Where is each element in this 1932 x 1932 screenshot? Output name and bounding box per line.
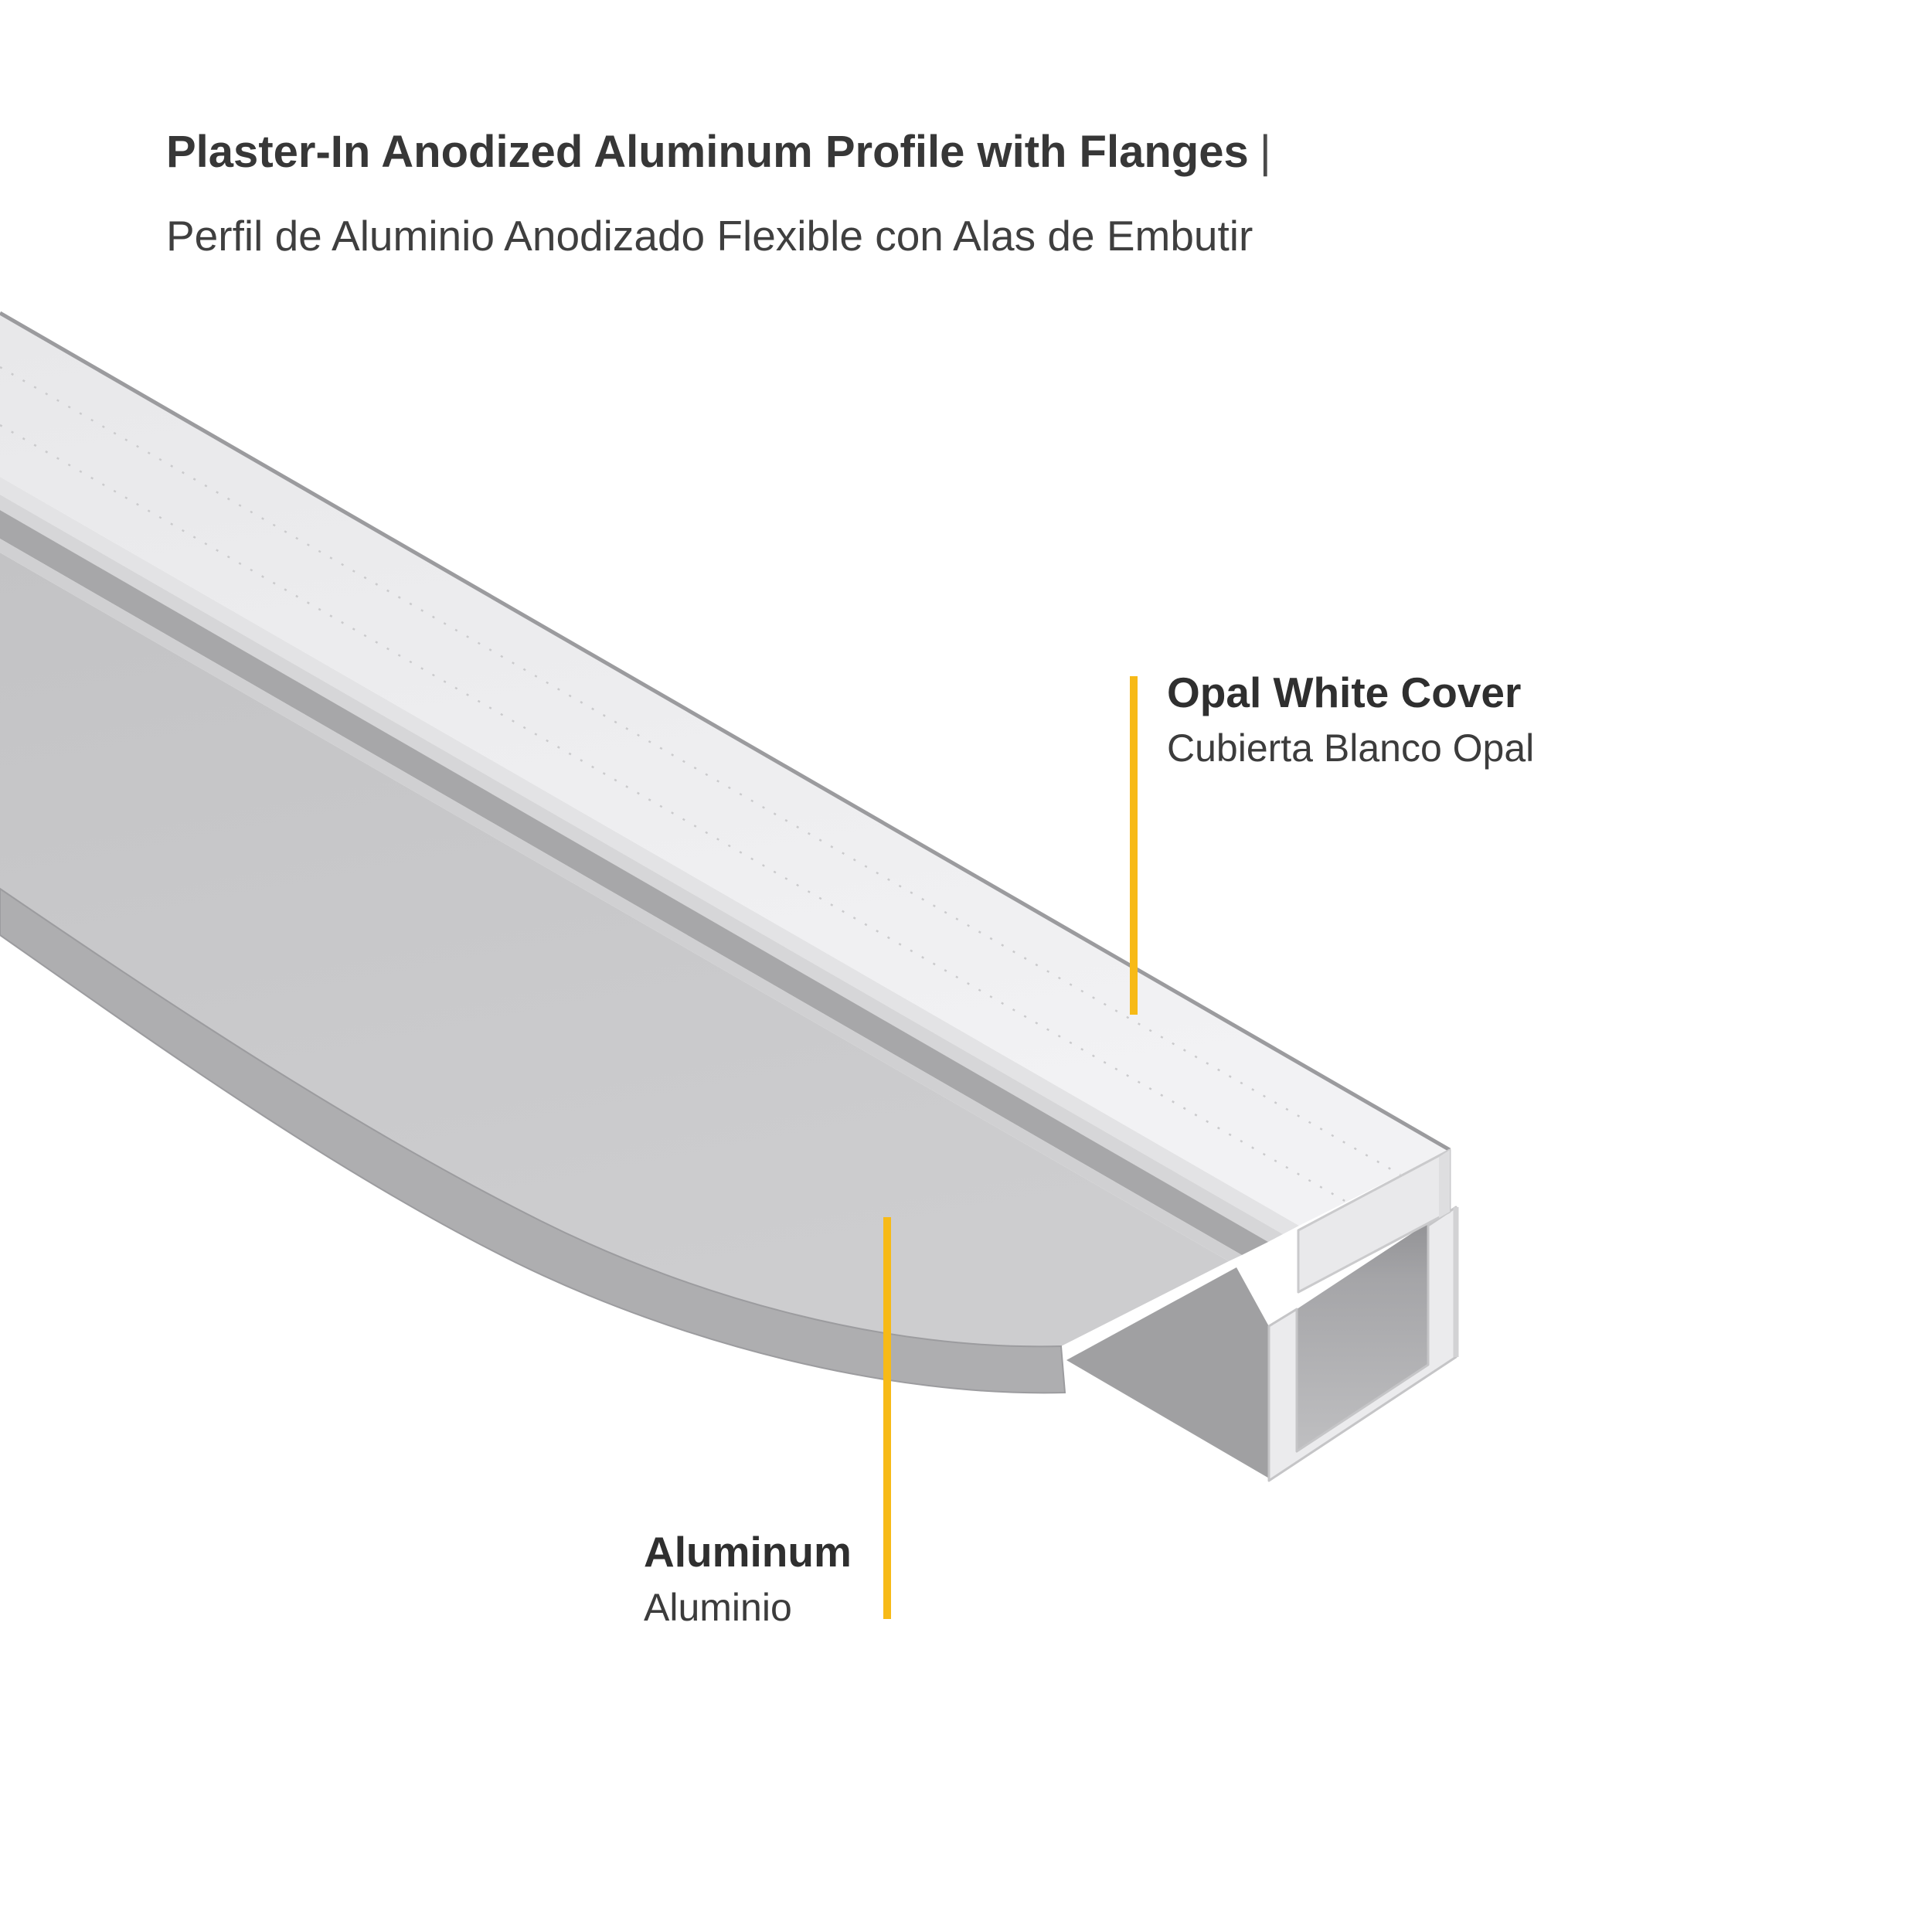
cover-clip-hook	[1439, 1150, 1450, 1218]
leader-line-aluminum	[883, 1217, 891, 1619]
callout-aluminum-label-en: Aluminum	[644, 1528, 852, 1576]
callout-cover-label-es: Cubierta Blanco Opal	[1167, 726, 1535, 770]
leader-line-cover	[1130, 676, 1138, 1015]
callout-cover	[1167, 669, 1534, 770]
title-block	[166, 127, 1271, 260]
title-divider: |	[1259, 127, 1271, 177]
callout-aluminum	[644, 1529, 852, 1629]
title-english: Plaster-In Anodized Aluminum Profile with Flanges	[166, 127, 1249, 177]
page-title	[166, 127, 1271, 177]
callout-aluminum-label-es: Aluminio	[644, 1585, 792, 1629]
callout-cover-label-en: Opal White Cover	[1167, 668, 1522, 716]
title-spanish: Perfil de Aluminio Anodizado Flexible con Alas de Embutir	[166, 212, 1253, 260]
